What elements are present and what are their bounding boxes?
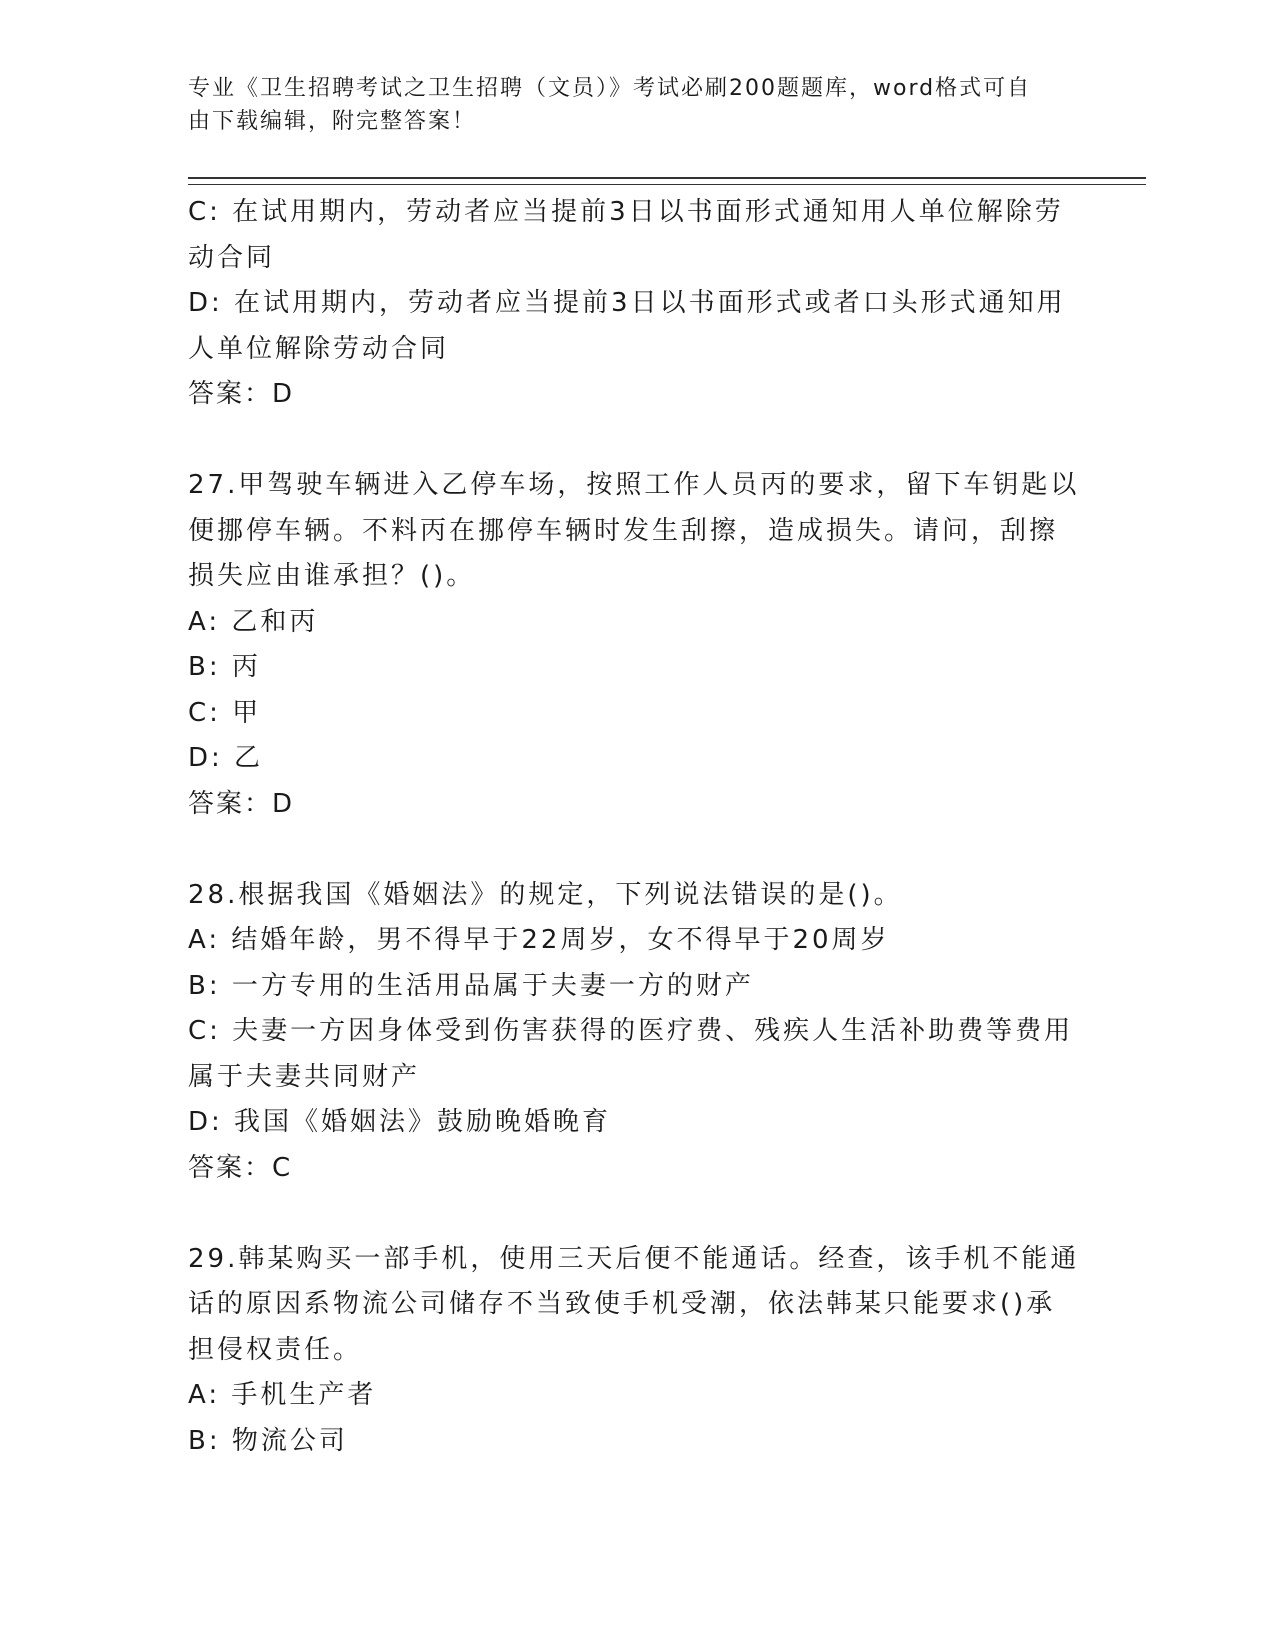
header-line-1: 专业《卫生招聘考试之卫生招聘（文员）》考试必刷200题题库，word格式可自 [188,76,1032,101]
spacer [188,1191,1088,1237]
question-content [188,190,1088,1464]
question-29 [188,1237,1088,1465]
option-a: A: 结婚年龄，男不得早于22周岁，女不得早于20周岁 [188,925,890,955]
question-28 [188,873,1088,1192]
question-text: 损失应由谁承担？()。 [188,561,476,591]
question-text: 话的原因系物流公司储存不当致使手机受潮，依法韩某只能要求()承 [188,1289,1056,1319]
option-d: D: 乙 [188,743,264,773]
option-c: C: 甲 [188,697,262,728]
header-rule-thin [188,184,1146,185]
question-text: 担侵权责任。 [188,1334,363,1365]
option-a: A: 手机生产者 [188,1380,377,1410]
option-c [188,190,1088,281]
option-line: 人单位解除劳动合同 [188,333,450,364]
option-c [188,1009,1088,1100]
spacer [188,827,1088,873]
option-line: D: 在试用期内，劳动者应当提前3日以书面形式或者口头形式通知用 [188,288,1066,318]
option-d [188,281,1088,372]
option-line: C: 夫妻一方因身体受到伤害获得的医疗费、残疾人生活补助费等费用 [188,1016,1074,1046]
answer-line: 答案：D [188,788,295,819]
answer-line: 答案：C [188,1152,293,1183]
question-text: 29.韩某购买一部手机，使用三天后便不能通话。经查，该手机不能通 [188,1243,1080,1274]
question-27 [188,463,1088,827]
option-d: D: 我国《婚姻法》鼓励晚婚晚育 [188,1107,612,1137]
header-rule-thick [188,177,1146,179]
option-a: A: 乙和丙 [188,606,319,637]
option-line: C: 在试用期内，劳动者应当提前3日以书面形式通知用人单位解除劳 [188,197,1064,227]
option-b: B: 物流公司 [188,1425,348,1456]
option-line: 属于夫妻共同财产 [188,1061,421,1092]
spacer [188,418,1088,464]
option-line: 动合同 [188,242,276,273]
header-line-2: 由下载编辑，附完整答案！ [188,109,477,134]
prev-question [188,190,1088,418]
document-header [188,72,1068,138]
question-text: 28.根据我国《婚姻法》的规定，下列说法错误的是()。 [188,879,903,910]
option-b: B: 丙 [188,652,261,682]
option-b: B: 一方专用的生活用品属于夫妻一方的财产 [188,970,754,1001]
answer-line: 答案：D [188,379,295,409]
question-text: 便挪停车辆。不料丙在挪停车辆时发生刮擦，造成损失。请问，刮擦 [188,515,1059,546]
question-text: 27.甲驾驶车辆进入乙停车场，按照工作人员丙的要求，留下车钥匙以 [188,470,1080,500]
